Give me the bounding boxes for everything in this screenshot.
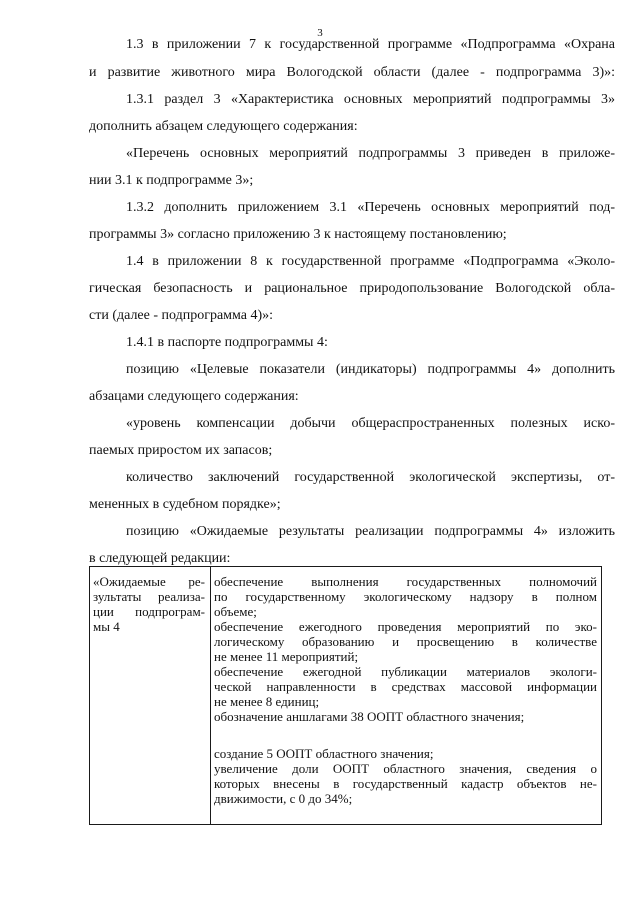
page-number: 3 (317, 27, 323, 39)
table-cell-line: ции подпрограм- (93, 604, 205, 619)
table-cell-line: создание 5 ООПТ областного значения; (214, 746, 434, 761)
body-line: 1.3.2 дополнить приложением 3.1 «Перечень основных мероприятий под- (126, 200, 615, 215)
body-line: 1.4.1 в паспорте подпрограммы 4: (126, 335, 328, 350)
table-cell-line: логическому образованию и просвещению в количестве (214, 634, 597, 649)
body-line: мененных в судебном порядке»; (89, 497, 281, 512)
table-cell-line: «Ожидаемые ре- (93, 574, 205, 589)
table-cell-line: увеличение доли ООПТ областного значения, сведения о (214, 761, 597, 776)
table-cell-line: не менее 8 единиц; (214, 694, 320, 709)
table-cell-line: объеме; (214, 604, 257, 619)
body-line: «Перечень основных мероприятий подпрограммы 3 приведен в приложе- (126, 146, 615, 161)
body-line: гическая безопасность и рациональное природопользование Вологодской обла- (89, 281, 615, 296)
table-cell-line: обеспечение выполнения государственных полномочий (214, 574, 597, 589)
table-column-divider (210, 567, 211, 824)
table-cell-line: зультаты реализа- (93, 589, 205, 604)
table-cell-line: движимости, с 0 до 34%; (214, 791, 353, 806)
body-line: абзацами следующего содержания: (89, 389, 299, 404)
table-cell-line: ческой направленности в средствах массовой информации (214, 679, 597, 694)
table-cell-line: которых внесены в государственный кадастр объектов не- (214, 776, 597, 791)
table-cell-line: мы 4 (93, 619, 120, 634)
body-line: нии 3.1 к подпрограмме 3»; (89, 173, 254, 188)
results-table (89, 566, 602, 825)
table-cell-line: обеспечение ежегодного проведения мероприятий по эко- (214, 619, 597, 634)
body-line: в следующей редакции: (89, 551, 231, 566)
body-line: «уровень компенсации добычи общераспространенных полезных иско- (126, 416, 615, 431)
body-line: программы 3» согласно приложению 3 к настоящему постановлению; (89, 227, 507, 242)
body-line: позицию «Целевые показатели (индикаторы) подпрограммы 4» дополнить (126, 362, 615, 377)
body-line: 1.4 в приложении 8 к государственной программе «Подпрограмма «Эколо- (126, 254, 615, 269)
body-line: и развитие животного мира Вологодской области (далее - подпрограмма 3)»: (89, 65, 615, 80)
table-cell-line: обеспечение ежегодной публикации материалов экологи- (214, 664, 597, 679)
body-line: дополнить абзацем следующего содержания: (89, 119, 358, 134)
body-line: позицию «Ожидаемые результаты реализации подпрограммы 4» изложить (126, 524, 615, 539)
table-cell-line: по государственному экологическому надзору в полном (214, 589, 597, 604)
body-line: 1.3.1 раздел 3 «Характеристика основных мероприятий подпрограммы 3» (126, 92, 615, 107)
body-line: 1.3 в приложении 7 к государственной программе «Подпрограмма «Охрана (126, 37, 615, 52)
table-cell-line: не менее 11 мероприятий; (214, 649, 359, 664)
body-line: сти (далее - подпрограмма 4)»: (89, 308, 274, 323)
body-line: паемых приростом их запасов; (89, 443, 273, 458)
table-cell-line: обозначение аншлагами 38 ООПТ областного значения; (214, 709, 525, 724)
body-line: количество заключений государственной экологической экспертизы, от- (126, 470, 615, 485)
